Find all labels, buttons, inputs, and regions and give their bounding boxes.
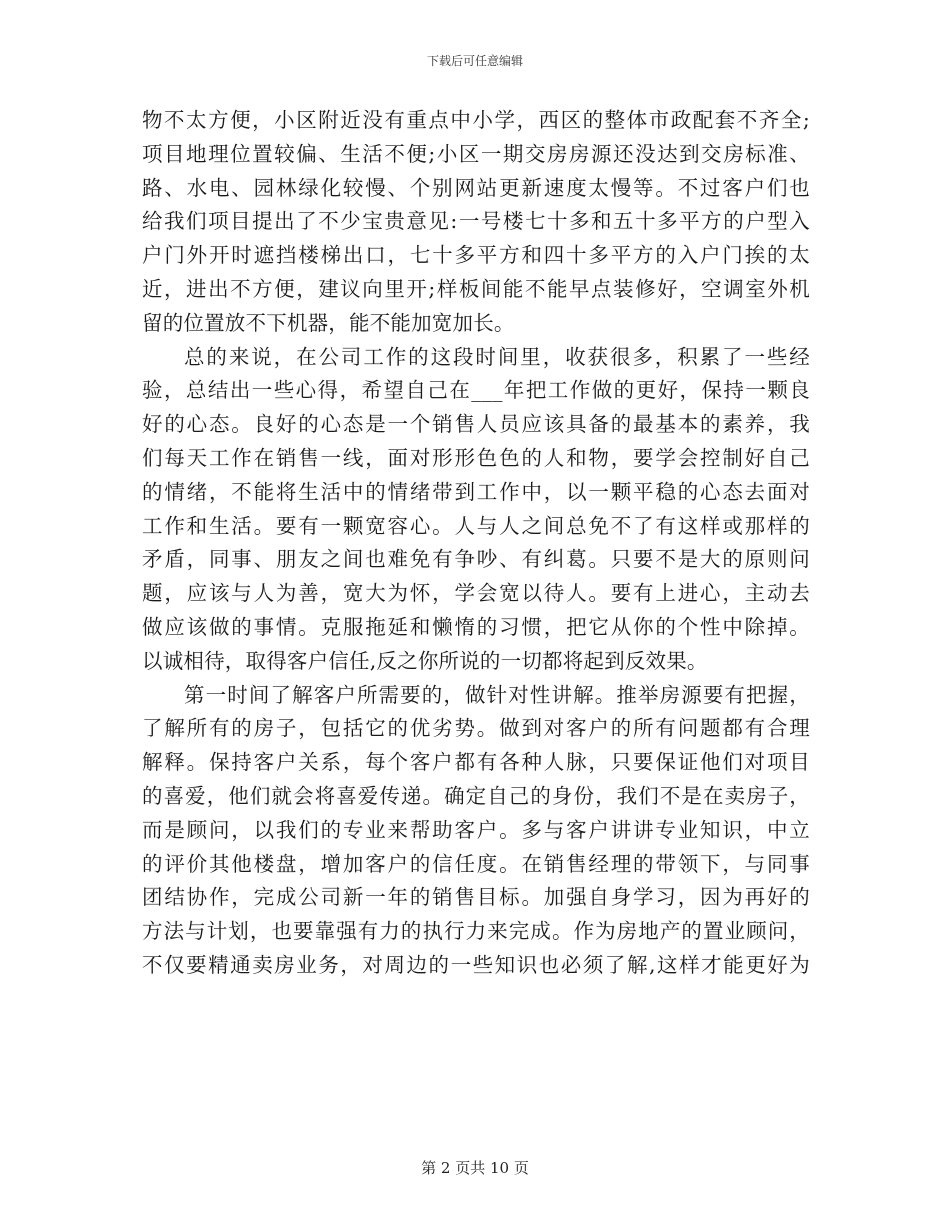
text-line: 方法与计划，也要靠强有力的执行力来完成。作为房地产的置业顾问， <box>142 919 810 944</box>
text-line: 留的位置放不下机器，能不能加宽加长。 <box>142 310 515 335</box>
text-line: 验，总结出一些心得，希望自己在___年把工作做的更好，保持一颗良 <box>142 378 810 403</box>
text-line: 们每天工作在销售一线，面对形形色色的人和物，要学会控制好自己 <box>142 445 810 470</box>
text-line: 户门外开时遮挡楼梯出口，七十多平方和四十多平方的入户门挨的太 <box>142 243 810 268</box>
text-line: 矛盾，同事、朋友之间也难免有争吵、有纠葛。只要不是大的原则问 <box>142 547 810 572</box>
paragraph <box>142 341 810 679</box>
text-line: 解释。保持客户关系，每个客户都有各种人脉，只要保证他们对项目 <box>142 750 810 775</box>
text-line: 以诚相待，取得客户信任,反之你所说的一切都将起到反效果。 <box>142 648 708 673</box>
text-line: 路、水电、园林绿化较慢、个别网站更新速度太慢等。不过客户们也 <box>142 175 810 200</box>
text-line: 不仅要精通卖房业务，对周边的一些知识也必须了解,这样才能更好为 <box>142 952 810 977</box>
paragraph <box>142 679 810 983</box>
page-number-footer: 第 2 页共 10 页 <box>421 1159 529 1177</box>
text-line: 团结协作，完成公司新一年的销售目标。加强自身学习，因为再好的 <box>142 885 810 910</box>
text-line: 物不太方便，小区附近没有重点中小学，西区的整体市政配套不齐全; <box>142 108 810 132</box>
text-line: 题，应该与人为善，宽大为怀，学会宽以待人。要有上进心，主动去 <box>142 581 810 606</box>
text-line: 了解所有的房子，包括它的优劣势。做到对客户的所有问题都有合理 <box>142 716 810 741</box>
text-line: 总的来说，在公司工作的这段时间里，收获很多，积累了一些经 <box>184 344 810 369</box>
text-line: 的评价其他楼盘，增加客户的信任度。在销售经理的带领下，与同事 <box>142 851 810 876</box>
document-body <box>142 104 810 983</box>
text-line: 的情绪，不能将生活中的情绪带到工作中，以一颗平稳的心态去面对 <box>142 479 810 504</box>
text-line: 项目地理位置较偏、生活不便;小区一期交房房源还没达到交房标准、 <box>142 141 810 166</box>
text-line: 给我们项目提出了不少宝贵意见:一号楼七十多和五十多平方的户型入 <box>142 209 810 234</box>
text-line: 工作和生活。要有一颗宽容心。人与人之间总免不了有这样或那样的 <box>142 513 810 538</box>
text-line: 第一时间了解客户所需要的，做针对性讲解。推举房源要有把握， <box>184 682 810 707</box>
text-line: 的喜爱，他们就会将喜爱传递。确定自己的身份，我们不是在卖房子， <box>142 783 810 808</box>
page-header: 下载后可任意编辑 <box>426 54 523 68</box>
text-line: 近，进出不方便，建议向里开;样板间能不能早点装修好，空调室外机 <box>142 276 810 301</box>
text-line: 做应该做的事情。克服拖延和懒惰的习惯，把它从你的个性中除掉。 <box>142 614 810 639</box>
text-line: 好的心态。良好的心态是一个销售人员应该具备的最基本的素养，我 <box>142 412 810 437</box>
text-line: 而是顾问，以我们的专业来帮助客户。多与客户讲讲专业知识，中立 <box>142 817 810 842</box>
paragraph <box>142 104 810 341</box>
